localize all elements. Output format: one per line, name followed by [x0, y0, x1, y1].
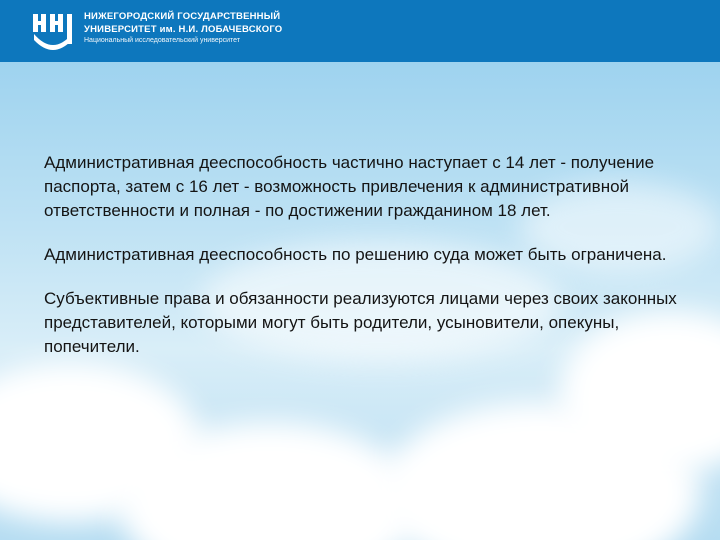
slide-content [44, 151, 684, 379]
organization-name [84, 12, 282, 44]
org-subtitle: Национальный исследовательский университет [84, 37, 241, 44]
org-name-line1: НИЖЕГОРОДСКИЙ ГОСУДАРСТВЕННЫЙ [84, 11, 281, 22]
header-band [0, 0, 720, 62]
paragraph-court-limitation: Административная дееспособность по решению суда может быть ограничена. [44, 245, 667, 264]
paragraph-capacity-ages: Административная дееспособность частично наступает с 14 лет - получение паспорта, затем с 16 лет - возможность привлечения к административной ответственности и полная - по достижении гражданином 18 лет. [44, 153, 655, 220]
paragraph-legal-representatives: Субъективные права и обязанности реализуются лицами через своих законных представителей, которыми могут быть родители, усыновители, опекуны, попечители. [44, 289, 677, 356]
org-name-line2: УНИВЕРСИТЕТ им. Н.И. ЛОБАЧЕВСКОГО [84, 23, 283, 35]
university-logo-icon [30, 8, 76, 54]
